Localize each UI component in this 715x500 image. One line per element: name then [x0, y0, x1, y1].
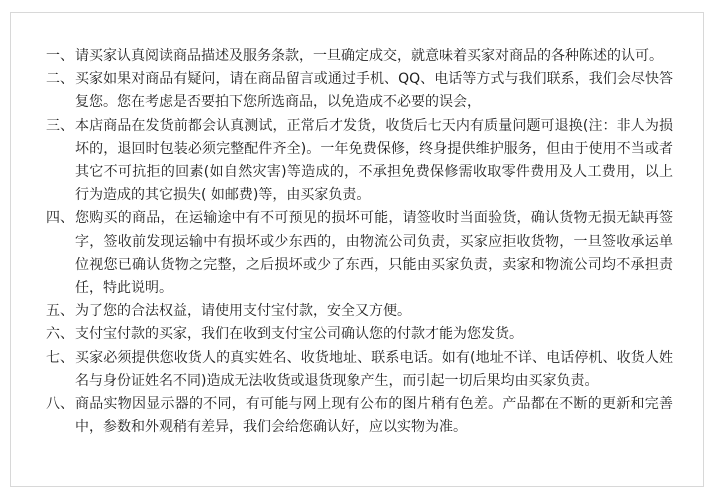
terms-list — [0, 45, 715, 439]
term-text: 请买家认真阅读商品描述及服务条款，一旦确定成交，就意味着买家对商品的各种陈述的认可。 — [75, 48, 663, 64]
term-text: 商品实物因显示器的不同，有可能与网上现有公布的图片稍有色差。产品都在不断的更新和完善中，参数和外观稍有差异，我们会给您确认好，应以实物为准。 — [75, 396, 673, 436]
term-item-3 — [0, 115, 715, 208]
term-number: 二、 — [46, 71, 74, 88]
term-text: 本店商品在发货前都会认真测试，正常后才发货，收货后七天内有质量问题可退换(注：非人为损坏的，退回时包装必须完整配件齐全)。一年免费保修，终身提供维护服务，但由于使用不当或者其它不可抗拒的回素(如自然灾害)等造成的，不承担免费保修需收取零件费用及人工费用，以上行为造成的其它损失( 如邮费)等，由买家负责。 — [75, 117, 673, 204]
term-number: 一、 — [46, 48, 74, 64]
term-item-5 — [0, 300, 715, 323]
term-number: 五、 — [46, 303, 74, 320]
term-text: 买家如果对商品有疑问，请在商品留言或通过手机、QQ、电话等方式与我们联系，我们会尽快答复您。您在考虑是否要拍下您所选商品，以免造成不必要的误会， — [75, 71, 673, 111]
term-number: 六、 — [46, 326, 74, 343]
term-item-2 — [0, 68, 715, 114]
term-number: 三、 — [46, 117, 74, 134]
term-item-7 — [0, 347, 715, 393]
term-item-8 — [0, 393, 715, 439]
term-text: 您购买的商品，在运输途中有不可预见的损坏可能，请签收时当面验货，确认货物无损无缺再签字，签收前发现运输中有损坏或少东西的，由物流公司负责，买家应拒收货物，一旦签收承运单位视您已确认货物之完整，之后损坏或少了东西，只能由买家负责，卖家和物流公司均不承担责任，特此说明。 — [75, 210, 673, 297]
term-number: 七、 — [46, 349, 74, 366]
term-item-1 — [0, 45, 715, 68]
term-text: 为了您的合法权益，请使用支付宝付款，安全又方便。 — [75, 303, 411, 320]
term-number: 八、 — [46, 396, 74, 413]
term-text: 买家必须提供您收货人的真实姓名、收货地址、联系电话。如有(地址不详、电话停机、收货人姓名与身份证姓名不同)造成无法收货或退货现象产生，而引起一切后果均由买家负责。 — [75, 349, 673, 389]
term-number: 四、 — [46, 210, 74, 227]
term-text: 支付宝付款的买家，我们在收到支付宝公司确认您的付款才能为您发货。 — [75, 326, 523, 343]
term-item-6 — [0, 323, 715, 346]
term-item-4 — [0, 207, 715, 300]
